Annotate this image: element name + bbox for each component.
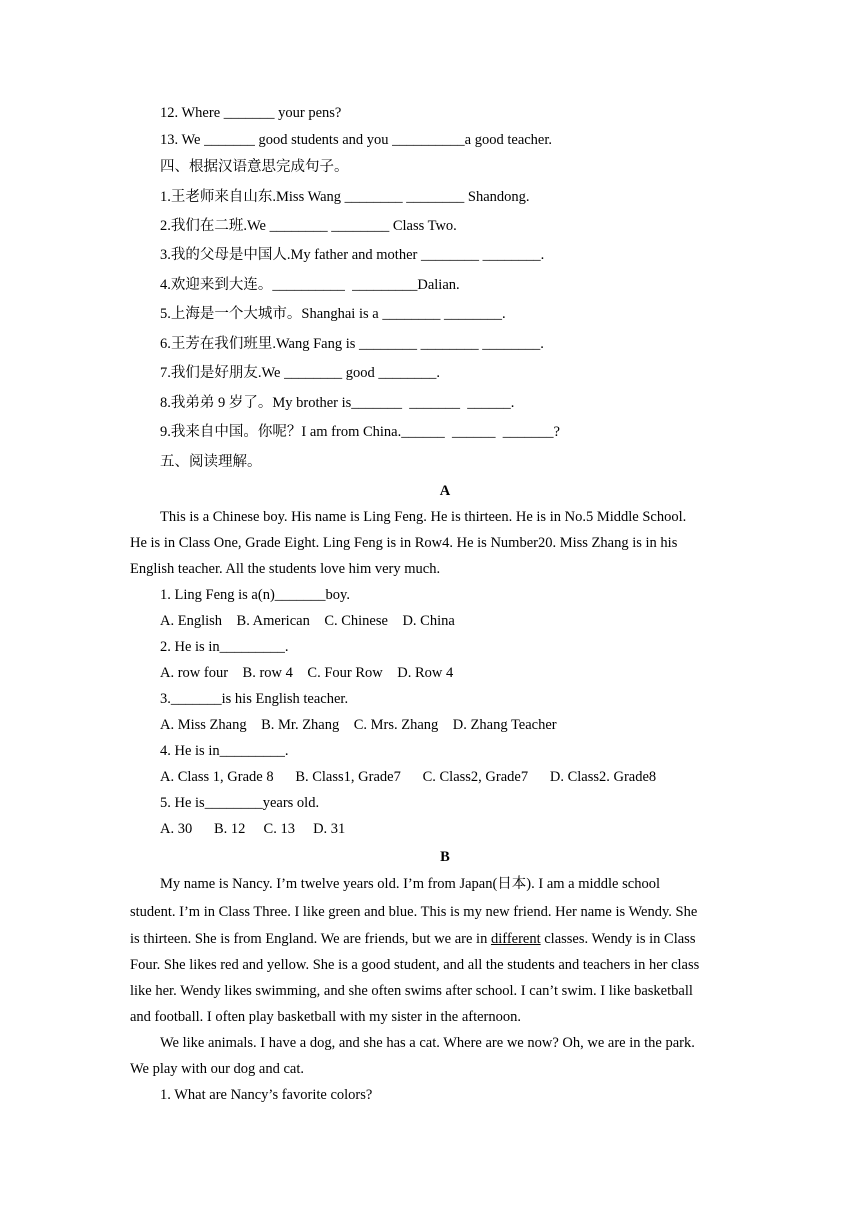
passage-b-label: B	[440, 849, 450, 865]
passage-b-line: like her. Wendy likes swimming, and she often swims after school. I can’t swim. I like basketball	[130, 983, 693, 999]
passage-b-text: is thirteen. She is from England. We are friends, but we are in	[130, 931, 491, 947]
translation-item-1: 1.王老师来自山东.Miss Wang ________ ________ Shandong.	[160, 189, 530, 205]
question-13: 13. We _______ good students and you __________a good teacher.	[160, 132, 553, 148]
passage-a-line: He is in Class One, Grade Eight. Ling Feng is in Row4. He is Number20. Miss Zhang is in his	[130, 535, 678, 551]
passage-b-line: My name is Nancy. I’m twelve years old. I’m from Japan(日本). I am a middle school	[160, 876, 660, 892]
passage-b-line	[130, 930, 695, 948]
passage-b-line: and football. I often play basketball with my sister in the afternoon.	[130, 1009, 521, 1025]
section-4-title: 四、根据汉语意思完成句子。	[160, 159, 349, 175]
options-a4: A. Class 1, Grade 8 B. Class1, Grade7 C. Class2, Grade7 D. Class2. Grade8	[160, 769, 657, 785]
passage-b-line: Four. She likes red and yellow. She is a good student, and all the students and teachers in her class	[130, 957, 700, 973]
section-5-title: 五、阅读理解。	[160, 454, 262, 470]
question-12: 12. Where _______ your pens?	[160, 105, 342, 121]
passage-b-line: We play with our dog and cat.	[130, 1061, 304, 1077]
options-a3: A. Miss Zhang B. Mr. Zhang C. Mrs. Zhang D. Zhang Teacher	[160, 717, 557, 733]
question-a3: 3._______is his English teacher.	[160, 691, 349, 707]
translation-item-3: 3.我的父母是中国人.My father and mother ________ ________.	[160, 247, 545, 263]
options-a5: A. 30 B. 12 C. 13 D. 31	[160, 821, 346, 837]
question-a5: 5. He is________years old.	[160, 795, 320, 811]
translation-item-5: 5.上海是一个大城市。Shanghai is a ________ ________.	[160, 306, 506, 322]
question-a4: 4. He is in_________.	[160, 743, 289, 759]
options-a2: A. row four B. row 4 C. Four Row D. Row 4	[160, 665, 454, 681]
options-a1: A. English B. American C. Chinese D. China	[160, 613, 455, 629]
translation-item-4: 4.欢迎来到大连。__________ _________Dalian.	[160, 277, 460, 293]
translation-item-6: 6.王芳在我们班里.Wang Fang is ________ ________ ________.	[160, 336, 544, 352]
passage-b-line: We like animals. I have a dog, and she has a cat. Where are we now? Oh, we are in the park.	[160, 1035, 695, 1051]
underlined-word: different	[490, 931, 541, 947]
question-a2: 2. He is in_________.	[160, 639, 289, 655]
translation-item-8: 8.我弟弟 9 岁了。My brother is_______ _______ ______.	[160, 395, 515, 411]
translation-item-7: 7.我们是好朋友.We ________ good ________.	[160, 365, 440, 381]
passage-a-label: A	[439, 483, 451, 499]
passage-a-line: English teacher. All the students love him very much.	[130, 561, 441, 577]
question-b1: 1. What are Nancy’s favorite colors?	[160, 1087, 373, 1103]
translation-item-2: 2.我们在二班.We ________ ________ Class Two.	[160, 218, 457, 234]
passage-b-text: classes. Wendy is in Class	[540, 931, 696, 947]
passage-b-line: student. I’m in Class Three. I like green and blue. This is my new friend. Her name is Wendy. She	[130, 904, 698, 920]
question-a1: 1. Ling Feng is a(n)_______boy.	[160, 587, 350, 603]
passage-a-line: This is a Chinese boy. His name is Ling Feng. He is thirteen. He is in No.5 Middle School.	[160, 509, 687, 525]
translation-item-9: 9.我来自中国。你呢？I am from China.______ ______ _______?	[160, 424, 560, 440]
